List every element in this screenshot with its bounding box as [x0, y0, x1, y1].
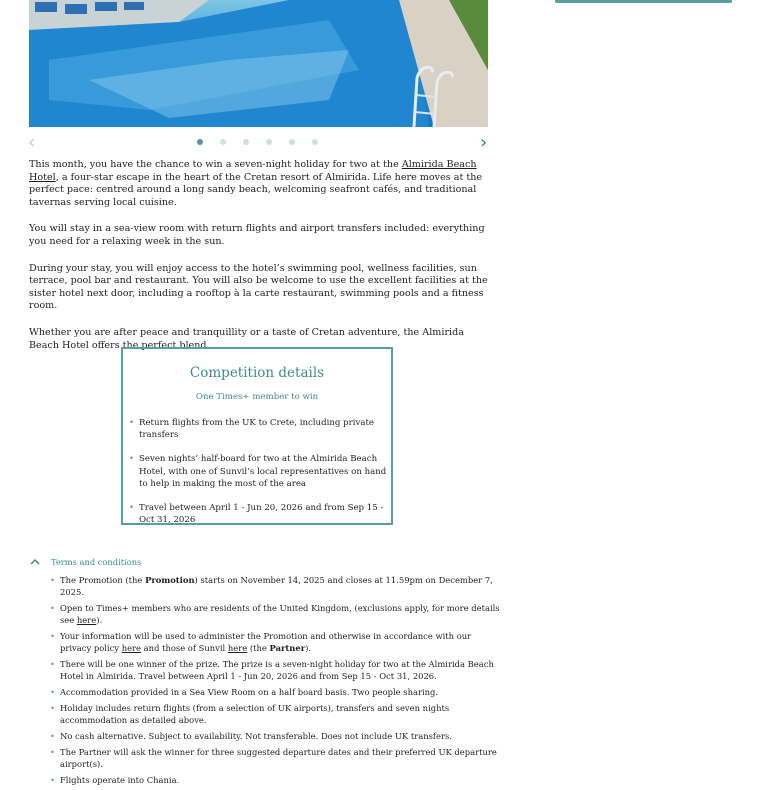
- privacy-policy-link[interactable]: here: [121, 643, 142, 653]
- list-item: • The Promotion (the Promotion) starts on November 14, 2025 and closes at 11.59pm on December 7, 2025.: [50, 574, 500, 598]
- sidebar-button-edge[interactable]: [555, 0, 732, 3]
- list-item: • The Partner will ask the winner for three suggested departure dates and their preferred UK departure airport(s).: [50, 746, 500, 770]
- carousel-dot-6[interactable]: [312, 139, 318, 145]
- list-item: • Accommodation provided in a Sea View Room on a half board basis. Two people sharing.: [50, 686, 500, 698]
- list-item: • Flights operate into Chania.: [50, 774, 500, 786]
- list-item: • No cash alternative. Subject to availability. Not transferable. Does not include UK transfers.: [50, 730, 500, 742]
- chevron-left-icon[interactable]: ‹: [28, 132, 36, 153]
- terms-label: Terms and conditions: [51, 557, 142, 567]
- hotel-link[interactable]: Almirida Beach Hotel: [29, 159, 477, 183]
- article-paragraph-4: Whether you are after peace and tranquillity or a taste of Cretan adventure, the Almirida Beach Hotel offers the perfect blend.: [29, 326, 464, 351]
- competition-details-box: [121, 347, 393, 525]
- article-body: [29, 159, 491, 366]
- carousel-dot-2[interactable]: [220, 139, 226, 145]
- sunvil-policy-link[interactable]: here: [227, 643, 248, 653]
- list-item: • Travel between April 1 - Jun 20, 2026 and from Sep 15 - Oct 31, 2026: [129, 502, 391, 526]
- list-item: • Return flights from the UK to Crete, including private transfers: [129, 417, 391, 441]
- list-item: • There will be one winner of the prize. The prize is a seven-night holiday for two at the Almirida Beach Hotel in Almirida. Travel between April 1 - Jun 20, 2026 and from Sep 15 - Oct 31, 2026.: [50, 658, 500, 682]
- carousel-dot-5[interactable]: [289, 139, 295, 145]
- carousel-dot-3[interactable]: [243, 139, 249, 145]
- pool-photo: [29, 0, 488, 127]
- exclusions-link[interactable]: here: [76, 615, 97, 625]
- terms-toggle[interactable]: [29, 556, 141, 568]
- article-paragraph-1: This month, you have the chance to win a seven-night holiday for two at the Almirida Beach Hotel, a four-star escape in the heart of the Cretan resort of Almirida. Life here moves at the perfect pace: centred around a long sandy beach, welcoming seafront cafés, and traditional tavernas serving local cuisine.: [29, 159, 483, 208]
- carousel-dot-4[interactable]: [266, 139, 272, 145]
- competition-prize-list: [129, 417, 391, 538]
- list-item: • Holiday includes return flights (from a selection of UK airports), transfers and seven nights accommodation as detailed above.: [50, 702, 500, 726]
- hero-image: [29, 0, 488, 127]
- competition-title: Competition details: [189, 365, 325, 381]
- article-paragraph-2: You will stay in a sea-view room with return flights and airport transfers included: everything you need for a relaxing week in the sun.: [29, 223, 485, 247]
- list-item: • Your information will be used to administer the Promotion and otherwise in accordance with our privacy policy here and those of Sunvil here (the Partner).: [50, 630, 500, 654]
- chevron-up-icon: [29, 556, 41, 568]
- chevron-right-icon[interactable]: ›: [480, 132, 488, 153]
- terms-list: [50, 574, 500, 790]
- article-paragraph-3: During your stay, you will enjoy access to the hotel’s swimming pool, wellness facilities, sun terrace, pool bar and restaurant. You will also be welcome to use the excellent facilities at the sister hotel next door, including a rooftop à la carte restaurant, swimming pools and a fitness room.: [29, 262, 488, 312]
- competition-subtitle: One Times+ member to win: [195, 392, 319, 402]
- list-item: • Seven nights’ half-board for two at the Almirida Beach Hotel, with one of Sunvil’s local representatives on hand to help in making the most of the area: [129, 453, 391, 490]
- carousel-dot-1[interactable]: [197, 139, 203, 145]
- list-item: • Open to Times+ members who are residents of the United Kingdom, (exclusions apply, for more details see here).: [50, 602, 500, 626]
- carousel-dots: [197, 139, 318, 145]
